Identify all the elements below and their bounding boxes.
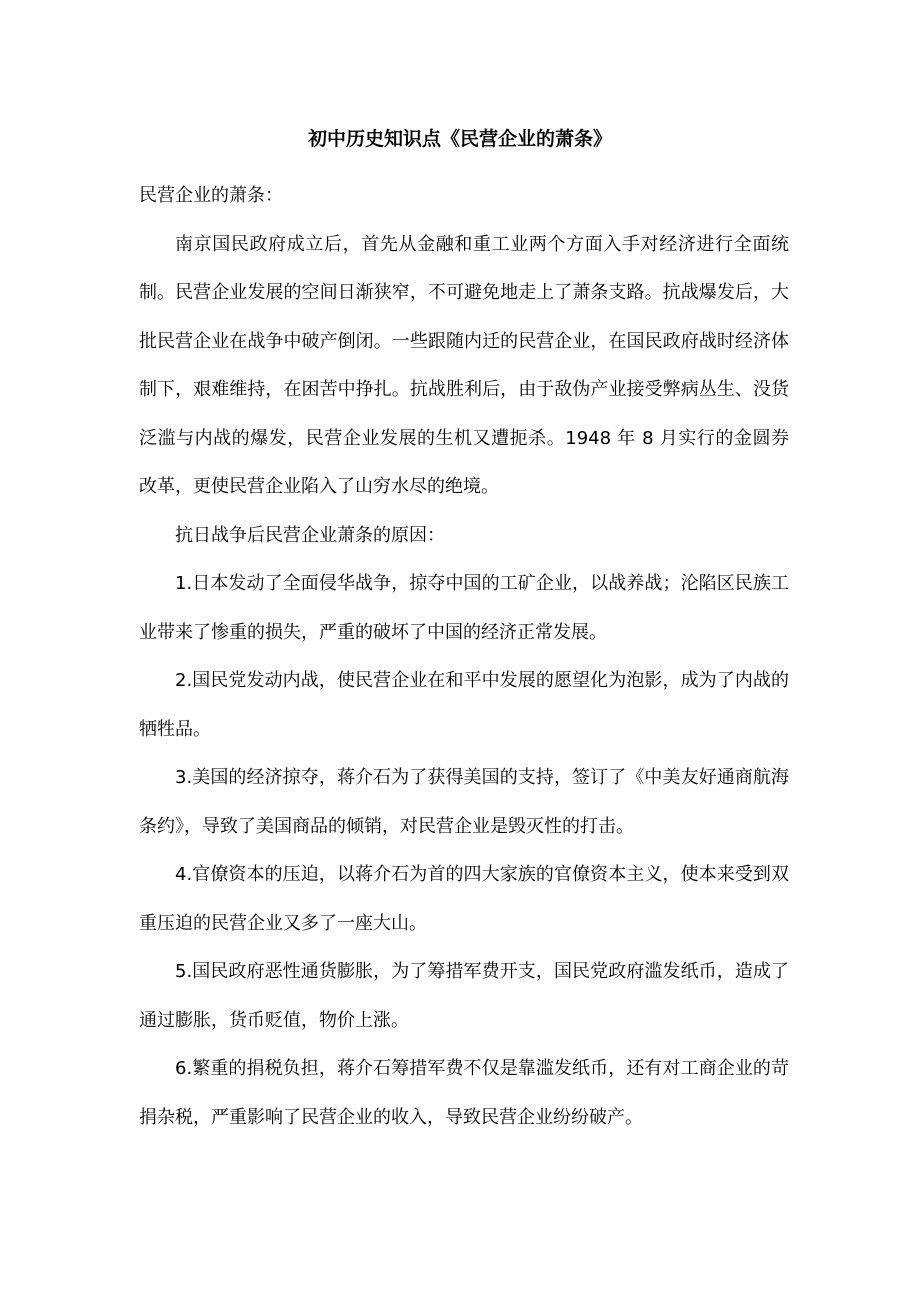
intro-heading: 民营企业的萧条： [139, 185, 283, 206]
cause-item-1: 1.日本发动了全面侵华战争，掠夺中国的工矿企业，以战养战；沦陷区民族工业带来了惨重的损失，严重的破坏了中国的经济正常发展。 [139, 573, 789, 643]
cause-item-6: 6.繁重的捐税负担，蒋介石筹措军费不仅是靠滥发纸币，还有对工商企业的苛捐杂税，严重影响了民营企业的收入，导致民营企业纷纷破产。 [139, 1058, 789, 1128]
cause-item-4: 4.官僚资本的压迫，以蒋介石为首的四大家族的官僚资本主义，使本来受到双重压迫的民营企业又多了一座大山。 [139, 864, 789, 934]
cause-item-2: 2.国民党发动内战，使民营企业在和平中发展的愿望化为泡影，成为了内战的牺牲品。 [139, 670, 789, 740]
intro-paragraph: 南京国民政府成立后，首先从金融和重工业两个方面入手对经济进行全面统制。民营企业发展的空间日渐狭窄，不可避免地走上了萧条支路。抗战爆发后，大批民营企业在战争中破产倒闭。一些跟随内迁的民营企业，在国民政府战时经济体制下，艰难维持，在困苦中挣扎。抗战胜利后，由于敌伪产业接受弊病丛生、没货泛滥与内战的爆发，民营企业发展的生机又遭扼杀。1948 年 8 月实行的金圆券改革，更使民营企业陷入了山穷水尽的绝境。 [139, 233, 789, 497]
cause-item-5: 5.国民政府恶性通货膨胀，为了筹措军费开支，国民党政府滥发纸币，造成了通过膨胀，货币贬值，物价上涨。 [139, 961, 789, 1031]
document-body [139, 172, 789, 1142]
page-title: 初中历史知识点《民营企业的萧条》 [307, 128, 612, 150]
cause-item-3: 3.美国的经济掠夺，蒋介石为了获得美国的支持，签订了《中美友好通商航海条约》，导致了美国商品的倾销，对民营企业是毁灭性的打击。 [139, 767, 789, 837]
causes-heading: 抗日战争后民营企业萧条的原因： [175, 524, 445, 546]
